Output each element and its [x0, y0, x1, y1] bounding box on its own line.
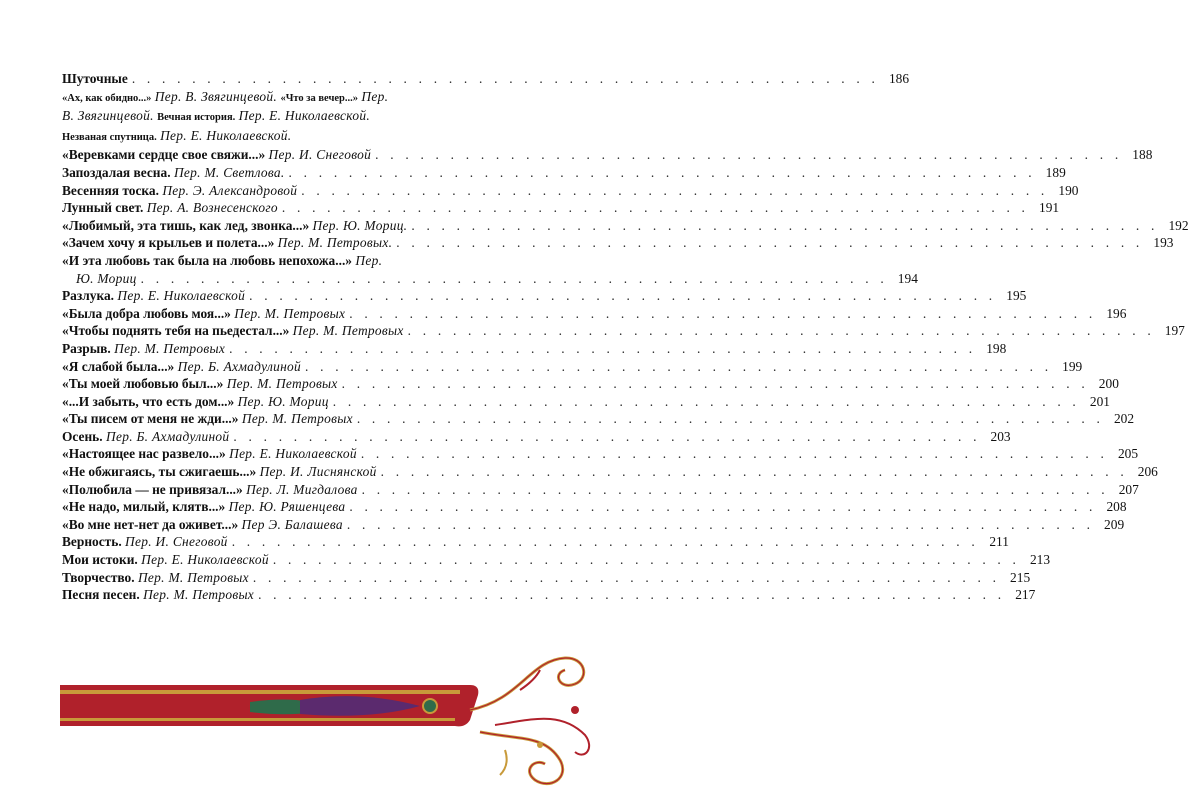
translator: Пер. Б. Ахмадулиной [177, 358, 302, 374]
dot-leader: . . . . . . . . . . . . . . . . . . . . . . . . . . . . . . . . . . . . . . . . . . . . . . . . . . [360, 446, 1109, 462]
dot-leader: . . . . . . . . . . . . . . . . . . . . . . . . . . . . . . . . . . . . . . . . . . . . . . . . . . [332, 393, 1080, 409]
toc-entry[interactable] [62, 481, 1139, 499]
subentries-line3 [62, 127, 520, 147]
entry-title: Творчество. [62, 569, 135, 585]
page-number: 200 [1098, 376, 1119, 392]
entry-title: «Во мне нет-нет да оживет...» [62, 516, 239, 532]
page-number: 196 [1106, 305, 1127, 321]
subentries-line2 [62, 107, 520, 127]
page-number: 193 [1153, 235, 1174, 251]
dot-leader: . . . . . . . . . . . . . . . . . . . . . . . . . . . . . . . . . . . . . . . . . . . . . . . . . . [407, 323, 1155, 339]
entry-title: «Была добра любовь моя...» [62, 305, 231, 321]
toc-entry[interactable] [62, 533, 1009, 551]
dot-leader: . . . . . . . . . . . . . . . . . . . . . . . . . . . . . . . . . . . . . . . . . . . . . . . . . . [258, 587, 1006, 603]
dot-leader: . . . . . . . . . . . . . . . . . . . . . . . . . . . . . . . . . . . . . . . . . . . . . . . . . . [131, 71, 880, 86]
page-number: 217 [1015, 587, 1036, 603]
entry-title: «И эта любовь так была на любовь непохожа...» [62, 252, 352, 268]
dot-leader: . . . . . . . . . . . . . . . . . . . . . . . . . . . . . . . . . . . . . . . . . . . . . . . . . . [396, 235, 1144, 251]
subentry-title: «Что за вечер...» [280, 92, 358, 104]
toc-entry[interactable] [62, 164, 1066, 182]
page-number: 206 [1137, 464, 1158, 480]
translator: Пер. М. Петровых [114, 340, 226, 356]
page-number: 202 [1113, 411, 1135, 427]
entry-title: «Полюбила — не привязал...» [62, 481, 243, 497]
subentry-title: Незваная спутница. [62, 131, 157, 143]
translator: Пер. И. Снеговой [268, 147, 372, 163]
toc-entry[interactable] [62, 375, 1119, 393]
page-number: 209 [1104, 516, 1125, 532]
toc-entry[interactable] [62, 305, 1127, 323]
translator: Пер. И. Лиснянской [259, 464, 377, 480]
toc-entry[interactable] [62, 199, 1060, 217]
translator: Ю. Мориц [76, 270, 137, 286]
translator: В. Звягинцевой. [62, 108, 154, 124]
toc-entry[interactable] [62, 146, 1153, 164]
translator: Пер. Ю. Ряшенцева [228, 499, 346, 515]
translator: Пер. М. Петровых [234, 305, 346, 321]
dot-leader: . . . . . . . . . . . . . . . . . . . . . . . . . . . . . . . . . . . . . . . . . . . . . . . . . . [380, 464, 1128, 480]
dot-leader: . . . . . . . . . . . . . . . . . . . . . . . . . . . . . . . . . . . . . . . . . . . . . . . . . . [356, 411, 1105, 427]
translator: Пер. Б. Ахмадулиной [105, 428, 230, 444]
page-number: 201 [1089, 393, 1110, 409]
dot-leader: . . . . . . . . . . . . . . . . . . . . . . . . . . . . . . . . . . . . . . . . . . . . . . . . . . [288, 164, 1036, 180]
toc-entry[interactable] [62, 287, 1027, 305]
translator: Пер. Е. Николаевской [229, 446, 357, 462]
dot-leader: . . . . . . . . . . . . . . . . . . . . . . . . . . . . . . . . . . . . . . . . . . . . . . . . . . [341, 376, 1089, 392]
entry-title: «Ты писем от меня не жди...» [62, 411, 239, 427]
page-number: 195 [1006, 288, 1027, 304]
toc-entry-shutochnye[interactable] [62, 70, 910, 146]
table-of-contents [62, 70, 1189, 604]
subentry-title: «Ах, как обидно...» [62, 92, 152, 104]
entry-title: «Чтобы поднять тебя на пьедестал...» [62, 323, 290, 339]
toc-entry[interactable] [62, 463, 1158, 481]
page-number: 186 [888, 71, 910, 86]
dot-leader: . . . . . . . . . . . . . . . . . . . . . . . . . . . . . . . . . . . . . . . . . . . . . . . . . . [346, 516, 1095, 532]
toc-entry[interactable] [62, 586, 1036, 604]
translator: Пер. [361, 88, 389, 104]
dot-leader: . . . . . . . . . . . . . . . . . . . . . . . . . . . . . . . . . . . . . . . . . . . . . . . . . . [233, 428, 981, 444]
dot-leader: . . . . . . . . . . . . . . . . . . . . . . . . . . . . . . . . . . . . . . . . . . . . . . . . . . [281, 200, 1030, 216]
translator: Пер. Ю. Мориц. [312, 217, 408, 233]
toc-entry[interactable] [62, 410, 1135, 428]
subentries [62, 88, 520, 108]
entry-title: Разлука. [62, 288, 115, 304]
entry-title: Шуточные [62, 71, 128, 86]
page-number: 194 [897, 270, 918, 286]
translator: Пер. М. Петровых. [277, 235, 393, 251]
open-quote: « [62, 147, 69, 163]
entry-title: Лунный свет. [62, 200, 144, 216]
toc-entry[interactable] [62, 428, 1011, 446]
toc-entry[interactable] [62, 569, 1031, 587]
toc-entry[interactable] [62, 551, 1051, 569]
translator: Пер. Е. Николаевской. [160, 127, 292, 143]
subentry-title: Вечная история. [157, 112, 236, 124]
page-number: 203 [990, 428, 1011, 444]
translator: Пер. Е. Николаевской [117, 288, 246, 304]
translator: Пер. М. Петровых [226, 376, 338, 392]
decorative-ornament [0, 640, 607, 800]
dot-leader: . . . . . . . . . . . . . . . . . . . . . . . . . . . . . . . . . . . . . . . . . . . . . . . . . . [252, 569, 1001, 585]
translator: Пер. М. Петровых [137, 569, 249, 585]
entry-title: Веревками сердце свое свяжи...» [68, 147, 266, 163]
toc-entry[interactable] [62, 322, 1185, 340]
page-number: 190 [1058, 182, 1079, 198]
toc-entry[interactable] [62, 498, 1127, 516]
page-number: 199 [1062, 358, 1083, 374]
dot-leader: . . . . . . . . . . . . . . . . . . . . . . . . . . . . . . . . . . . . . . . . . . . . . . . . . . [249, 288, 997, 304]
translator: Пер. М. Петровых [292, 323, 404, 339]
dot-leader: . . . . . . . . . . . . . . . . . . . . . . . . . . . . . . . . . . . . . . . . . . . . . . . . . . [301, 182, 1049, 198]
entry-title: «Не надо, милый, клятв...» [62, 499, 226, 515]
dot-leader: . . . . . . . . . . . . . . . . . . . . . . . . . . . . . . . . . . . . . . . . . . . . . . . . . . [229, 340, 977, 356]
page-number: 207 [1118, 481, 1139, 497]
dot-leader: . . . . . . . . . . . . . . . . . . . . . . . . . . . . . . . . . . . . . . . . . . . . . . . . . . [305, 358, 1053, 374]
dot-leader: . . . . . . . . . . . . . . . . . . . . . . . . . . . . . . . . . . . . . . . . . . . . . . . . . . [231, 534, 979, 550]
dot-leader: . . . . . . . . . . . . . . . . . . . . . . . . . . . . . . . . . . . . . . . . . . . . . . . . . . [349, 499, 1097, 515]
translator: Пер. А. Вознесенского [146, 200, 278, 216]
entry-title: Запоздалая весна. [62, 164, 171, 180]
toc-entry[interactable] [62, 234, 1174, 252]
translator: Пер. Л. Мигдалова [246, 481, 358, 497]
translator: Пер. М. Петровых [143, 587, 255, 603]
page-number: 188 [1132, 147, 1153, 163]
translator: Пер Э. Балашева [241, 516, 343, 532]
page-number: 213 [1029, 552, 1051, 568]
dot-leader: . . . . . . . . . . . . . . . . . . . . . . . . . . . . . . . . . . . . . . . . . . . . . . . . . . [349, 305, 1097, 321]
translator: Пер. М. Светлова. [173, 164, 285, 180]
entry-title: Осень. [62, 428, 103, 444]
toc-entry[interactable] [62, 217, 1189, 235]
page-number: 215 [1010, 569, 1031, 585]
page-number: 208 [1106, 499, 1127, 515]
entry-title: Верность. [62, 534, 122, 550]
toc-entry[interactable] [62, 252, 918, 287]
translator: Пер. В. Звягинцевой. [154, 88, 278, 104]
ornament-graphic [60, 658, 589, 784]
entry-title: «...И забыть, что есть дом...» [62, 393, 235, 409]
page-number: 198 [986, 340, 1007, 356]
entry-title: «Любимый, эта тишь, как лед, звонка...» [62, 217, 310, 233]
entry-title: «Не обжигаясь, ты сжигаешь...» [62, 464, 257, 480]
dot-leader: . . . . . . . . . . . . . . . . . . . . . . . . . . . . . . . . . . . . . . . . . . . . . . . . . . [361, 481, 1109, 497]
toc-entry[interactable] [62, 340, 1007, 358]
entry-title: Мои истоки. [62, 552, 138, 568]
translator: Пер. Е. Николаевской [141, 552, 269, 568]
translator: Пер. М. Петровых [241, 411, 353, 427]
entry-title: Песня песен. [62, 587, 140, 603]
toc-entry[interactable] [62, 182, 1079, 200]
dot-leader: . . . . . . . . . . . . . . . . . . . . . . . . . . . . . . . . . . . . . . . . . . . . . . . . . . [272, 552, 1021, 568]
dot-leader: . . . . . . . . . . . . . . . . . . . . . . . . . . . . . . . . . . . . . . . . . . . . . . . . . . [411, 217, 1159, 233]
page-number: 205 [1117, 446, 1139, 462]
entry-title: Весенняя тоска. [62, 182, 159, 198]
entry-title: «Я слабой была...» [62, 358, 175, 374]
translator: Пер. Е. Николаевской. [238, 108, 370, 124]
translator: Пер. И. Снеговой [125, 534, 228, 550]
page-number: 211 [989, 534, 1009, 550]
page-number: 192 [1168, 217, 1189, 233]
toc-entry[interactable] [62, 358, 1083, 376]
entry-title: «Настоящее нас развело...» [62, 446, 226, 462]
toc-entry[interactable] [62, 445, 1139, 463]
translator: Пер. Э. Александровой [162, 182, 298, 198]
entry-title: Разрыв. [62, 340, 111, 356]
entry-title: «Зачем хочу я крыльев и полета...» [62, 235, 275, 251]
translator: Пер. Ю. Мориц [237, 393, 329, 409]
toc-entry[interactable] [62, 393, 1110, 411]
dot-leader: . . . . . . . . . . . . . . . . . . . . . . . . . . . . . . . . . . . . . . . . . . . . . . . . . . [375, 147, 1123, 163]
page-number: 191 [1039, 200, 1060, 216]
page-number: 189 [1045, 164, 1066, 180]
translator: Пер. [355, 252, 383, 268]
entry-title: «Ты моей любовью был...» [62, 376, 224, 392]
dot-leader: . . . . . . . . . . . . . . . . . . . . . . . . . . . . . . . . . . . . . . . . . . . . . . . . . . [140, 270, 888, 286]
page-number: 197 [1164, 323, 1185, 339]
toc-entry[interactable] [62, 516, 1125, 534]
